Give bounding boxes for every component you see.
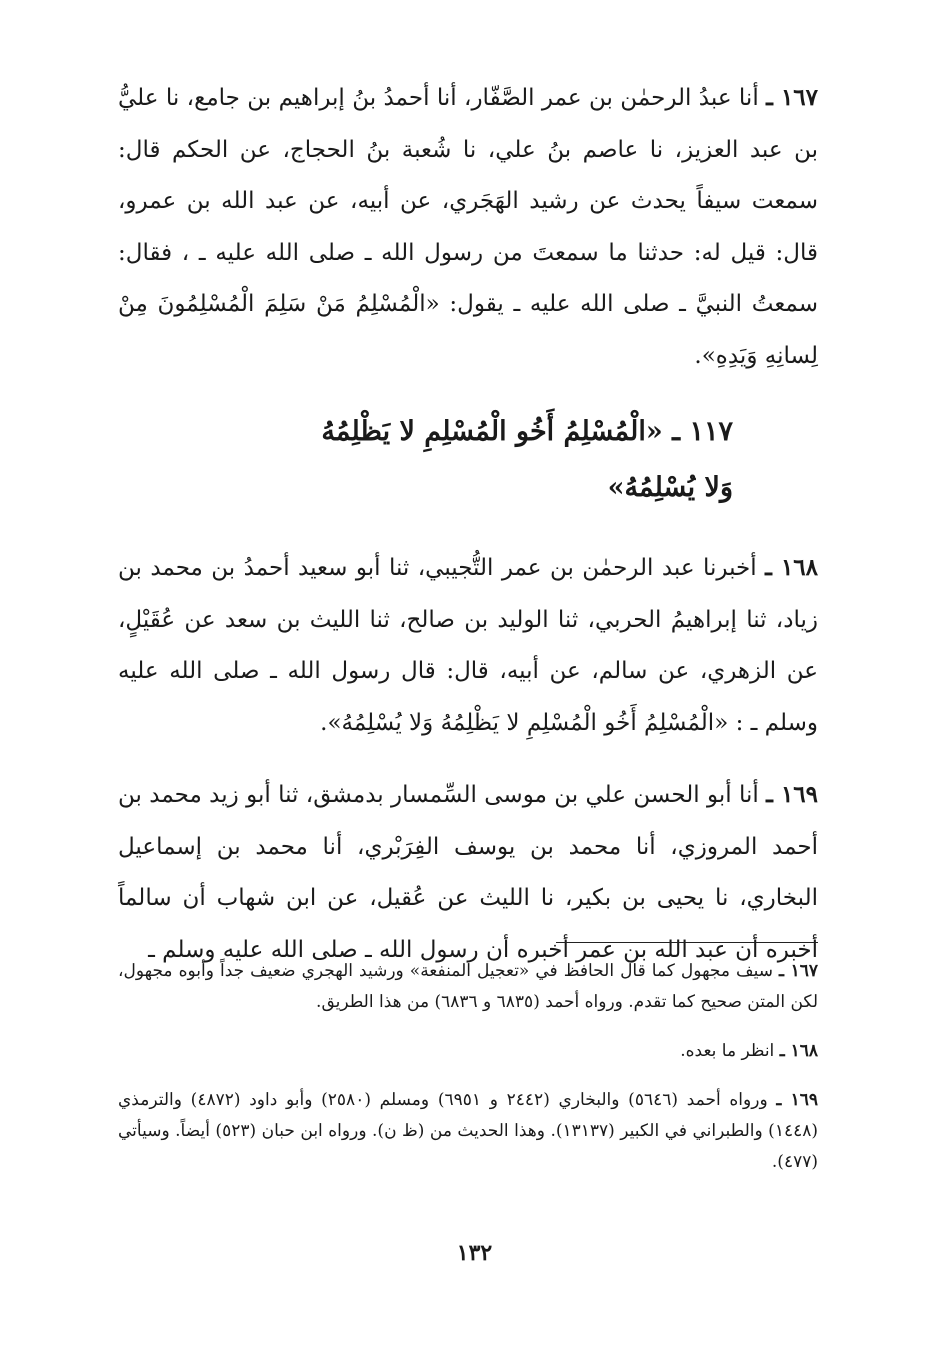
hadith-number: ١٦٧ ـ bbox=[766, 84, 819, 111]
hadith-text: أنا أبو الحسن علي بن موسى السِّمسار بدمشق، ثنا أبو زيد محمد بن أحمد المروزي، أنا محمد بن يوسف الفِرَبْري، أنا محمد بن إسماعيل البخاري، نا يحيى بن بكير، نا الليث عن عُقيل، عن ابن شهاب أن سالماً أخبره أن عبد الله بن عمر أخبره أن رسول الله ـ صلى الله عليه وسلم ـ bbox=[118, 782, 818, 963]
footnote-text: سيف مجهول كما قال الحافظ في «تعجيل المنفعة» ورشيد الهجري ضعيف جداً وأبوه مجهول، لكن المتن صحيح كما تقدم. ورواه أحمد (٦٨٣٥ و ٦٨٣٦) من هذا الطريق. bbox=[118, 961, 818, 1012]
footnote-number: ١٦٩ ـ bbox=[776, 1090, 819, 1110]
footnote-text: انظر ما بعده. bbox=[680, 1041, 775, 1061]
footnote-169 bbox=[118, 1085, 818, 1178]
hadith-number: ١٦٩ ـ bbox=[766, 781, 819, 808]
footnote-167 bbox=[118, 956, 818, 1018]
footnote-168 bbox=[118, 1036, 818, 1067]
footnote-number: ١٦٨ ـ bbox=[779, 1041, 818, 1061]
footnote-text: ورواه أحمد (٥٦٤٦) والبخاري (٢٤٤٢ و ٦٩٥١) ومسلم (٢٥٨٠) وأبو داود (٤٨٧٢) والترمذي (١٤٤٨) والطبراني في الكبير (١٣١٣٧). وهذا الحديث من (ظ ن). ورواه ابن حبان (٥٢٣) أيضاً. وسيأتي (٤٧٧). bbox=[118, 1090, 818, 1172]
paragraph-gap bbox=[118, 749, 818, 769]
hadith-number: ١٦٨ ـ bbox=[765, 554, 819, 581]
hadith-167 bbox=[118, 72, 818, 382]
hadith-text: أنا عبدُ الرحمٰن بن عمر الصَّفّار، أنا أحمدُ بنُ إبراهيم بن جامع، نا عليُّ بن عبد العزيز، نا عاصم بنُ علي، نا شُعبة بنُ الحجاج، عن الحكم قال: سمعت سيفاً يحدث عن رشيد الهَجَري، عن أبيه، عن عبد الله بن عمرو، قال: قيل له: حدثنا ما سمعتَ من رسول الله ـ صلى الله عليه ـ ، فقال: سمعتُ النبيَّ ـ صلى الله عليه ـ يقول: «الْمُسْلِمُ مَنْ سَلِمَ الْمُسْلِمُونَ مِنْ لِسانِهِ وَيَدِهِ». bbox=[118, 85, 818, 369]
hadith-text: أخبرنا عبد الرحمٰن بن عمر التُّجيبي، ثنا أبو سعيد أحمدُ بن محمد بن زياد، ثنا إبراهيمُ الحربي، ثنا الوليد بن صالح، ثنا الليث بن سعد عن عُقَيْلٍ، عن الزهري، عن سالم، عن أبيه، قال: قال رسول الله ـ صلى الله عليه وسلم ـ : «الْمُسْلِمُ أَخُو الْمُسْلِمِ لا يَظْلِمُهُ وَلا يُسْلِمُهُ». bbox=[118, 555, 818, 736]
page-number: ١٣٢ bbox=[456, 1240, 493, 1266]
footnotes bbox=[118, 956, 818, 1196]
hadith-169 bbox=[118, 769, 818, 976]
chapter-title-line1: «الْمُسْلِمُ أَخُو الْمُسْلِمِ لا يَظْلِمُهُ bbox=[321, 416, 663, 447]
footnote-number: ١٦٧ ـ bbox=[779, 961, 818, 981]
footnote-divider bbox=[556, 942, 818, 943]
chapter-title-line2: وَلا يُسْلِمُهُ» bbox=[607, 472, 733, 503]
chapter-heading bbox=[118, 404, 733, 516]
page-body bbox=[118, 72, 818, 976]
hadith-168 bbox=[118, 542, 818, 749]
chapter-number: ١١٧ ـ bbox=[672, 416, 733, 447]
